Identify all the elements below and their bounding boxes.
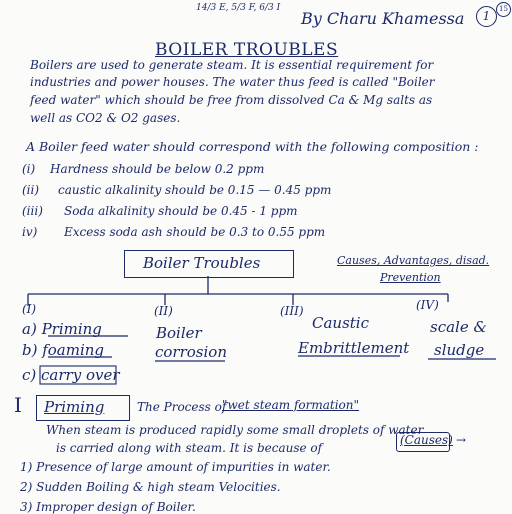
causes-arrow: →	[456, 433, 467, 447]
causes-label: (Causes)	[400, 433, 453, 447]
header-refs: 14/3 E, 5/3 F, 6/3 I	[196, 3, 281, 13]
priming-roman: I	[14, 393, 22, 417]
page-number: 1	[482, 9, 491, 23]
branch-1-num: (I)	[22, 302, 37, 316]
branch-4-item-1: scale &	[430, 318, 487, 336]
intro-line-1: Boilers are used to generate steam. It is essential requirement for	[30, 58, 434, 72]
priming-heading: Priming	[44, 398, 105, 416]
diagram-center-label: Boiler Troubles	[143, 254, 261, 272]
branch-1-item-1: a) Priming	[22, 320, 102, 338]
branch-3-num: (III)	[280, 304, 304, 318]
composition-num-2: (ii)	[22, 183, 40, 197]
branch-1-item-2: b) foaming	[22, 341, 105, 359]
branch-2-num: (II)	[154, 304, 173, 318]
page-number-small: 15	[499, 5, 508, 13]
page-title: BOILER TROUBLES	[155, 40, 339, 60]
composition-item-2: caustic alkalinity should be 0.15 — 0.45 ppm	[58, 183, 332, 197]
diagram-side-note-1: Causes, Advantages, disad.	[337, 254, 490, 267]
priming-line-2: When steam is produced rapidly some small droplets of water	[46, 423, 424, 437]
composition-num-4: iv)	[22, 225, 38, 239]
priming-cause-2: 2) Sudden Boiling & high steam Velocities.	[20, 480, 281, 494]
composition-num-1: (i)	[22, 162, 36, 176]
intro-line-3: feed water" which should be free from dissolved Ca & Mg salts as	[30, 93, 433, 107]
priming-definition-term: "wet steam formation"	[222, 398, 360, 412]
composition-heading: A Boiler feed water should correspond with the following composition :	[26, 139, 479, 154]
intro-line-2: industries and power houses. The water thus feed is called "Boiler	[30, 75, 435, 89]
composition-num-3: (iii)	[22, 204, 43, 218]
composition-item-1: Hardness should be below 0.2 ppm	[50, 162, 265, 176]
branch-3-item-2: Embrittlement	[298, 339, 410, 357]
branch-2-item-2: corrosion	[155, 343, 227, 361]
diagram-side-note-2: Prevention	[380, 271, 441, 284]
header-author: By Charu Khamessa	[301, 9, 465, 28]
priming-definition-prefix: The Process of	[137, 400, 227, 414]
priming-cause-3: 3) Improper design of Boiler.	[20, 500, 196, 514]
branch-4-item-2: sludge	[434, 341, 485, 359]
branch-3-item-1: Caustic	[312, 314, 370, 332]
branch-2-item-1: Boiler	[156, 324, 202, 342]
branch-1-item-3: c) carry over	[22, 366, 120, 384]
composition-item-3: Soda alkalinity should be 0.45 - 1 ppm	[64, 204, 298, 218]
priming-cause-1: 1) Presence of large amount of impurities in water.	[20, 460, 331, 474]
priming-line-3: is carried along with steam. It is because of	[56, 441, 323, 455]
composition-item-4: Excess soda ash should be 0.3 to 0.55 ppm	[64, 225, 326, 239]
branch-4-num: (IV)	[416, 298, 439, 312]
intro-line-4: well as CO2 & O2 gases.	[30, 111, 181, 125]
